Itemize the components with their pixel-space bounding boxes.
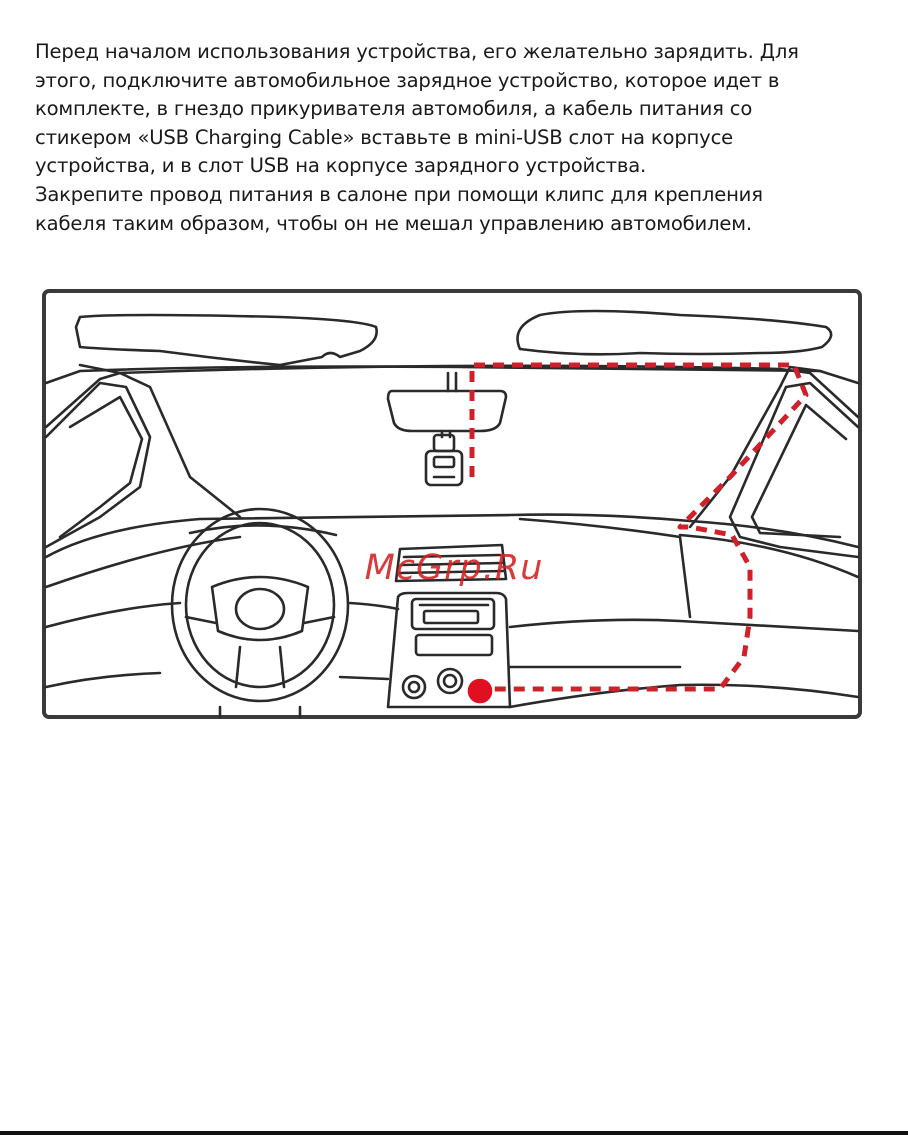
instruction-text <box>35 38 885 238</box>
text-line: устройства, и в слот USB на корпусе зарядного устройства. <box>35 154 647 178</box>
text-line: Перед началом использования устройства, его желательно зарядить. Для <box>35 40 799 63</box>
power-socket-plug <box>469 680 491 702</box>
text-line: кабеля таким образом, чтобы он не мешал управлению автомобилем. <box>35 211 752 235</box>
watermark-text: McGrp.Ru <box>364 548 544 588</box>
text-line: комплекте, в гнездо прикуривателя автомобиля, а кабель питания со <box>35 97 753 121</box>
text-line: стикером «USB Charging Cable» вставьте в mini-USB слот на корпусе <box>35 125 733 149</box>
dashcam-device <box>426 435 462 485</box>
page-bottom-rule <box>0 1131 908 1135</box>
text-line: этого, подключите автомобильное зарядное устройство, которое идет в <box>35 68 780 92</box>
rearview-mirror <box>388 373 506 437</box>
steering-wheel <box>172 509 348 717</box>
sun-visor-left <box>76 315 377 365</box>
text-line: Закрепите провод питания в салоне при помощи клипс для крепления <box>35 182 763 206</box>
watermark <box>0 548 908 588</box>
car-interior-illustration <box>40 287 864 721</box>
sun-visor-right <box>518 311 832 354</box>
